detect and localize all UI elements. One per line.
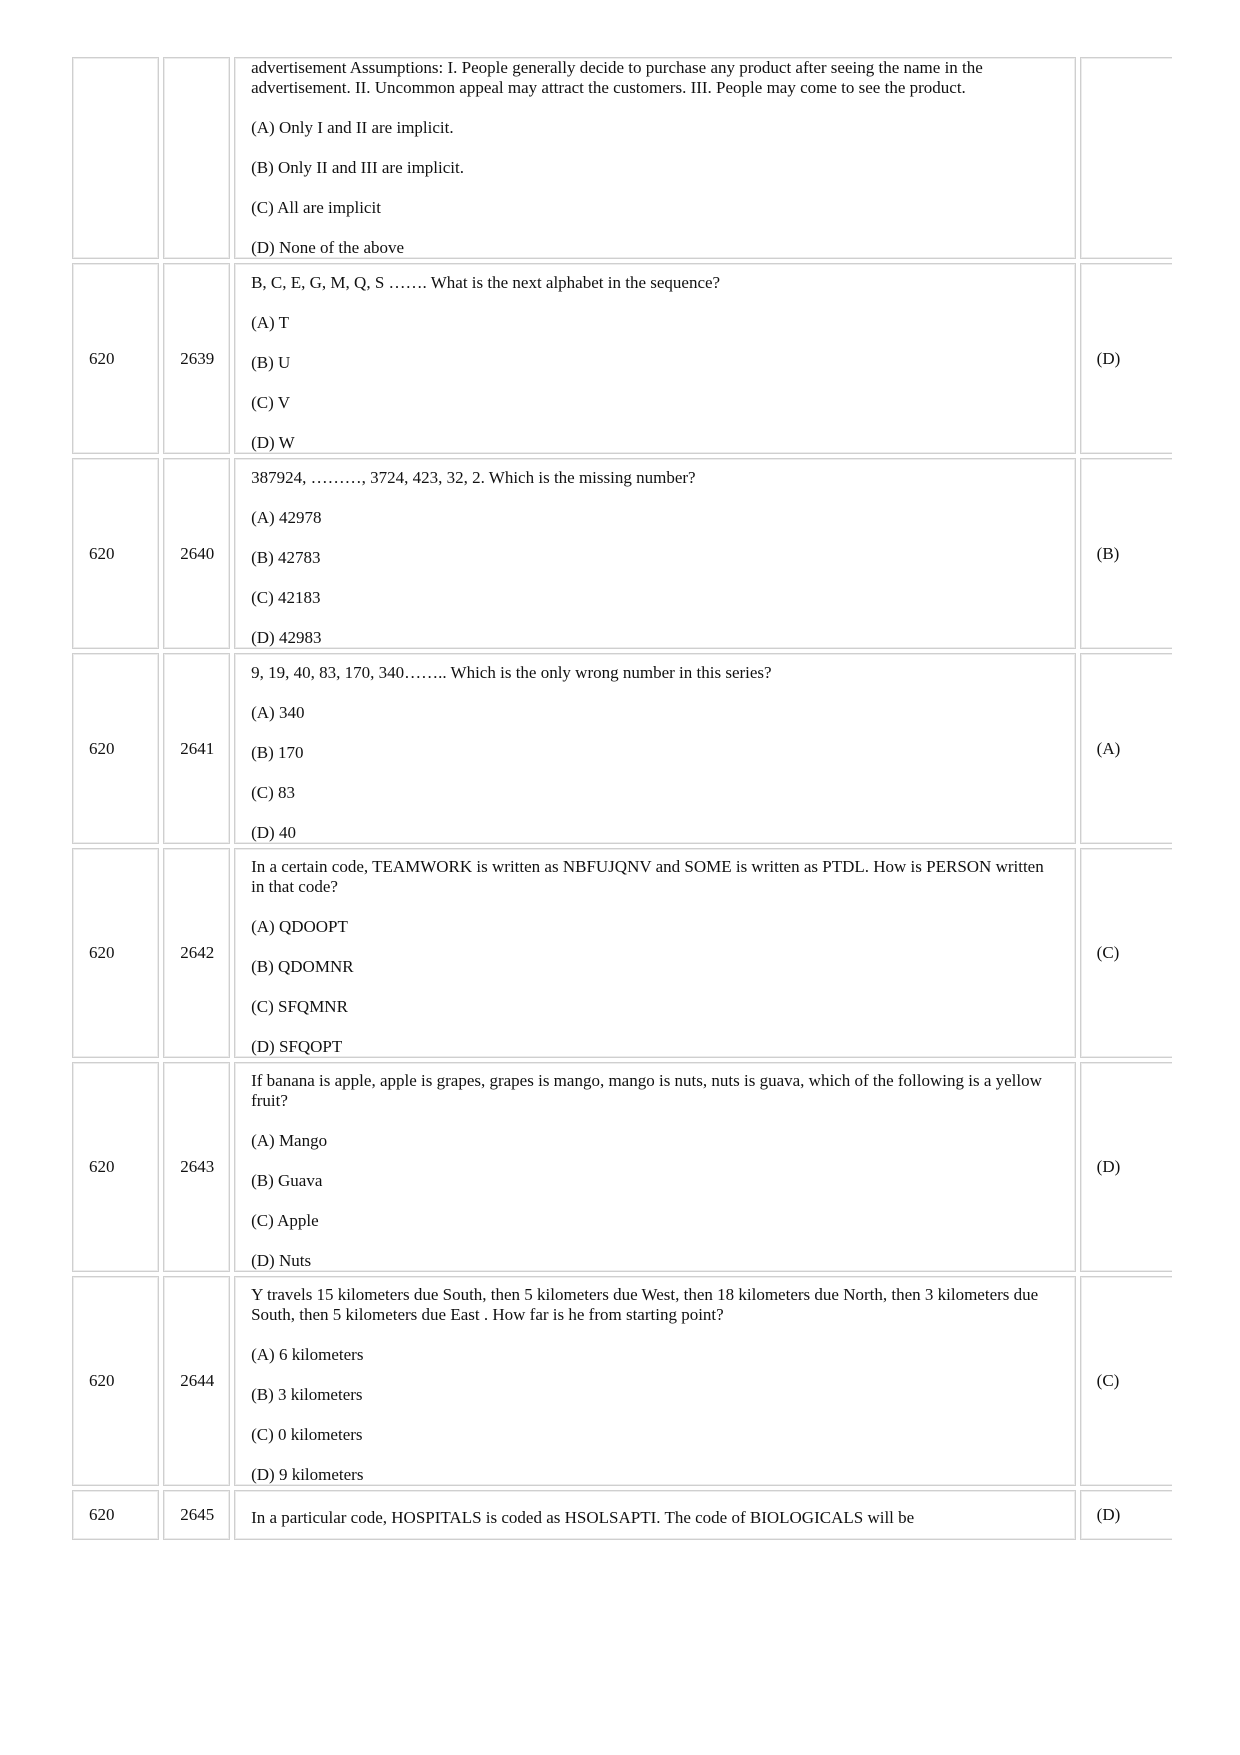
table-row: [72, 1062, 1172, 1272]
answer-cell: (D): [1080, 1490, 1172, 1540]
set-number-cell: 620: [72, 263, 159, 454]
table-row: [72, 653, 1172, 844]
option-b: (B) 42783: [251, 547, 321, 567]
option-a: (A) 340: [251, 702, 305, 722]
option-c: (C) V: [251, 392, 290, 412]
question-text: 387924, ………, 3724, 423, 32, 2. Which is the missing number?: [251, 467, 696, 487]
answer-cell: (B): [1080, 458, 1172, 649]
question-cell: [234, 848, 1076, 1058]
option-c: (C) 42183: [251, 587, 321, 607]
question-cell: [234, 458, 1076, 649]
question-number-cell: 2643: [163, 1062, 230, 1272]
option-a: (A) 42978: [251, 507, 322, 527]
question-text: B, C, E, G, M, Q, S ……. What is the next alphabet in the sequence?: [251, 272, 721, 292]
answer-cell: (C): [1080, 1276, 1172, 1486]
question-table: [72, 57, 1172, 1544]
answer-cell: (A): [1080, 653, 1172, 844]
option-d: (D) None of the above: [251, 238, 405, 257]
question-number-cell: 2644: [163, 1276, 230, 1486]
set-number-cell: 620: [72, 1062, 159, 1272]
table-row: [72, 1276, 1172, 1486]
question-number-cell: 2640: [163, 458, 230, 649]
table-row: [72, 848, 1172, 1058]
option-c: (C) 0 kilometers: [251, 1425, 363, 1444]
option-c: (C) All are implicit: [251, 198, 381, 217]
set-number-cell: 620: [72, 653, 159, 844]
option-b: (B) 170: [251, 742, 304, 762]
question-text: advertisement Assumptions: I. People generally decide to purchase any product after seeing the name in the advertisement. II. Uncommon appeal may attract the customers. III. People may come to see the product.: [251, 58, 983, 97]
question-sheet: [72, 57, 1172, 1697]
option-d: (D) 42983: [251, 627, 322, 647]
table-row: [72, 57, 1172, 259]
option-a: (A) T: [251, 312, 290, 332]
question-number-cell: [163, 57, 230, 259]
question-number-cell: 2641: [163, 653, 230, 844]
option-b: (B) U: [251, 352, 291, 372]
question-text: In a particular code, HOSPITALS is coded as HSOLSAPTI. The code of BIOLOGICALS will be: [251, 1508, 915, 1527]
table-row: [72, 263, 1172, 454]
set-number-cell: 620: [72, 1490, 159, 1540]
table-row: [72, 1490, 1172, 1540]
option-b: (B) Guava: [251, 1171, 323, 1190]
option-c: (C) Apple: [251, 1211, 319, 1230]
question-cell: [234, 1490, 1076, 1540]
option-d: (D) W: [251, 432, 295, 452]
option-a: (A) QDOOPT: [251, 917, 348, 936]
question-number-cell: 2639: [163, 263, 230, 454]
set-number-cell: [72, 57, 159, 259]
question-cell: [234, 1062, 1076, 1272]
option-d: (D) 9 kilometers: [251, 1465, 364, 1484]
question-text: Y travels 15 kilometers due South, then 5 kilometers due West, then 18 kilometers due North, then 3 kilometers due South, then 5 kilometers due East . How far is he from starting point?: [251, 1285, 1039, 1324]
question-cell: [234, 1276, 1076, 1486]
table-row: [72, 458, 1172, 649]
question-number-cell: 2642: [163, 848, 230, 1058]
set-number-cell: 620: [72, 848, 159, 1058]
answer-cell: [1080, 57, 1172, 259]
option-b: (B) QDOMNR: [251, 957, 354, 976]
set-number-cell: 620: [72, 1276, 159, 1486]
question-text: In a certain code, TEAMWORK is written as NBFUJQNV and SOME is written as PTDL. How is PERSON written in that code?: [251, 857, 1044, 896]
option-d: (D) 40: [251, 822, 296, 842]
set-number-cell: 620: [72, 458, 159, 649]
question-cell: [234, 57, 1076, 259]
option-c: (C) SFQMNR: [251, 997, 348, 1016]
option-d: (D) Nuts: [251, 1251, 312, 1270]
question-number-cell: 2645: [163, 1490, 230, 1540]
question-text: If banana is apple, apple is grapes, grapes is mango, mango is nuts, nuts is guava, which of the following is a yellow fruit?: [251, 1071, 1042, 1110]
answer-cell: (C): [1080, 848, 1172, 1058]
option-b: (B) Only II and III are implicit.: [251, 158, 464, 177]
option-d: (D) SFQOPT: [251, 1037, 343, 1056]
answer-cell: (D): [1080, 263, 1172, 454]
option-c: (C) 83: [251, 782, 296, 802]
option-a: (A) Mango: [251, 1131, 328, 1150]
question-text: 9, 19, 40, 83, 170, 340…….. Which is the only wrong number in this series?: [251, 662, 772, 682]
answer-cell: (D): [1080, 1062, 1172, 1272]
question-cell: [234, 653, 1076, 844]
option-b: (B) 3 kilometers: [251, 1385, 363, 1404]
question-cell: [234, 263, 1076, 454]
option-a: (A) 6 kilometers: [251, 1345, 364, 1364]
option-a: (A) Only I and II are implicit.: [251, 118, 454, 137]
